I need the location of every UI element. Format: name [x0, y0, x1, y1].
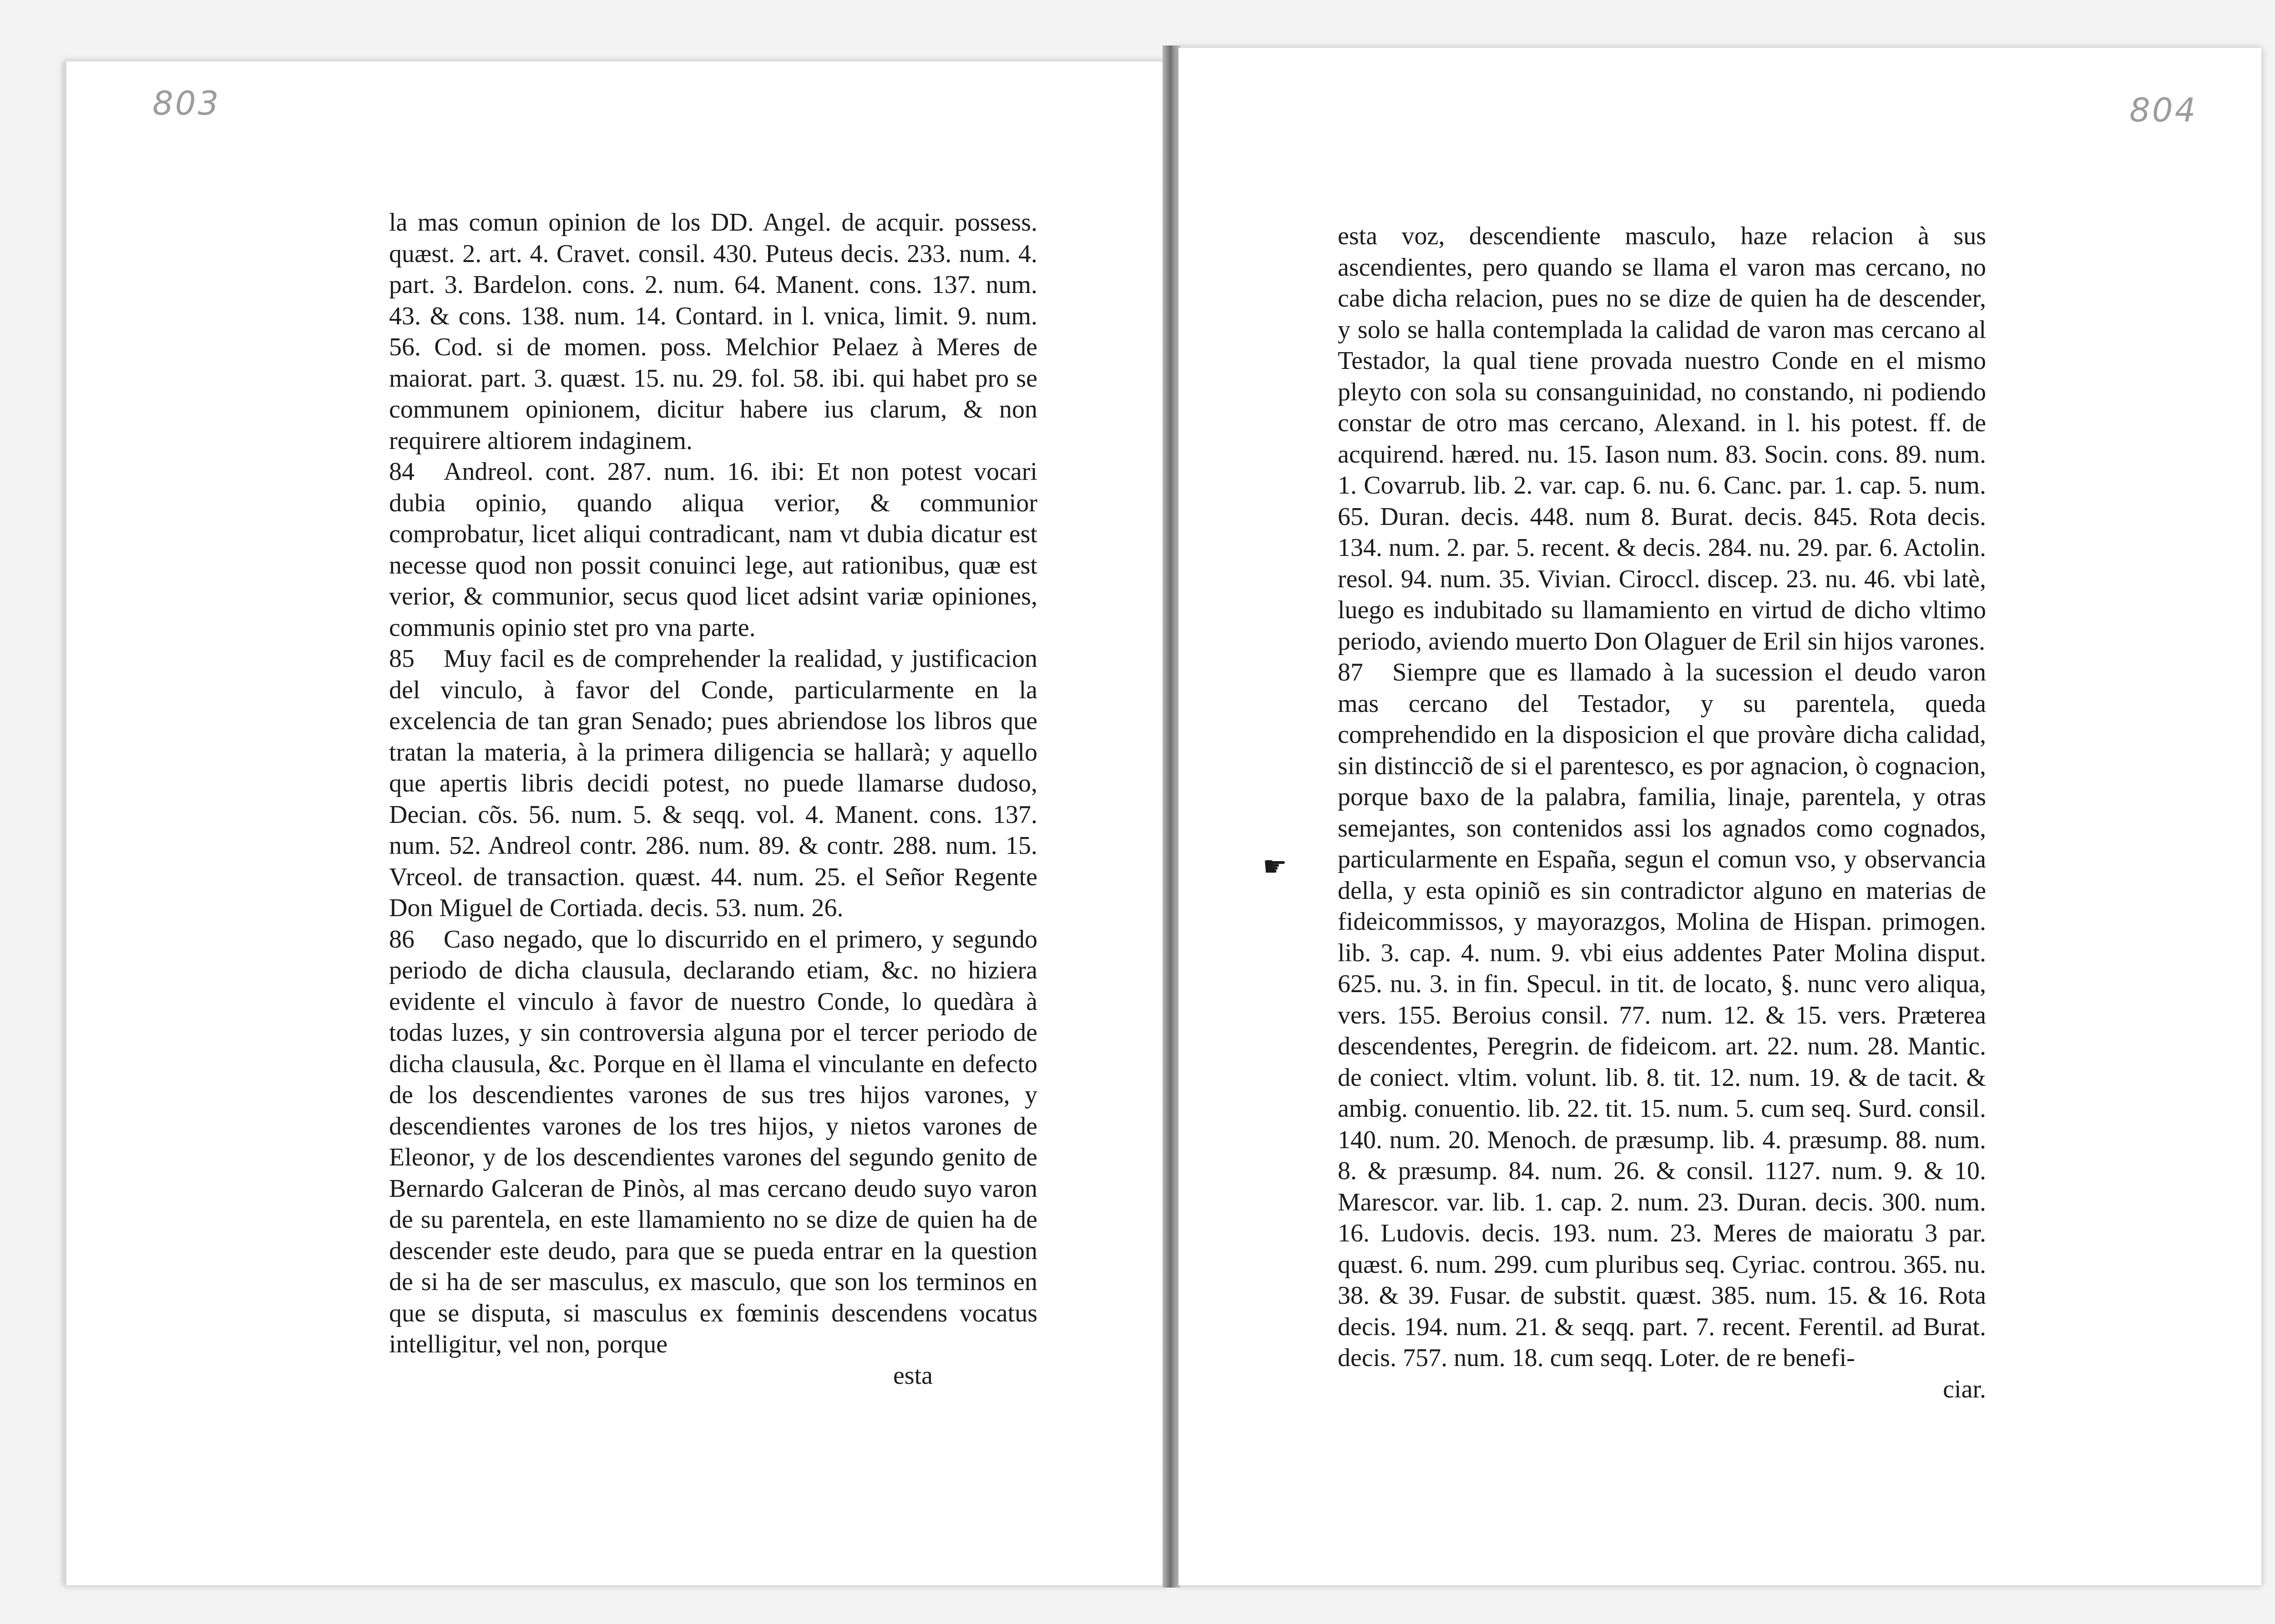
paragraph	[389, 924, 1037, 1360]
paragraph-text: la mas comun opinion de los DD. Angel. de acquir. possess. quæst. 2. art. 4. Cravet. consil. 430. Puteus decis. 233. num. 4. part. 3. Bardelon. cons. 2. num. 64. Manent. cons. 137. num. 43. & cons. 138. num. 14. Contard. in l. vnica, limit. 9. num. 56. Cod. si de momen. poss. Melchior Pelaez à Meres de maiorat. part. 3. quæst. 15. nu. 29. fol. 58. ibi. qui habet pro se communem opinionem, dicitur habere ius clarum, & non requirere altiorem indaginem.	[389, 208, 1037, 455]
paragraph-number: 85	[389, 645, 415, 673]
paragraph	[389, 643, 1037, 924]
paragraph-text: Caso negado, que lo discurrido en el primero, y segundo periodo de dicha clausula, declarando etiam, &c. no hiziera evidente el vinculo à favor de nuestro Conde, lo quedàra à todas luzes, y sin controversia alguna por el tercer periodo de dicha clausula, &c. Porque en èl llama el vinculante en defecto de los descendientes varones de sus tres hijos varones, y descendientes varones de los tres hijos, y nietos varones de Eleonor, y de los descendientes varones del segundo genito de Bernardo Galceran de Pinòs, al mas cercano deudo suyo varon de su parentela, en este llamamiento no se dize de quien ha de descender este deudo, para que se pueda entrar en la question de si ha de ser masculus, ex masculo, que son los terminos en que se disputa, si masculus ex fœminis descendens vocatus intelligitur, vel non, porque	[389, 925, 1037, 1358]
paragraph-text: Siempre que es llamado à la sucession el deudo varon mas cercano del Testador, y su parentela, queda comprehendido en la disposicion el que provàre dicha calidad, sin distincciõ de si el parentesco, es por agnacion, ò cognacion, porque baxo de la palabra, familia, linaje, parentela, y otras semejantes, son contenidos assi los agnados como cognados, particularmente en España, segun el comun vso, y observancia della, y esta opiniõ es sin contradictor alguno en materias de fideicommissos, y mayorazgos, Molina de Hispan. primogen. lib. 3. cap. 4. num. 9. vbi eius addentes Pater Molina disput. 625. nu. 3. in fin. Specul. in tit. de locato, §. nunc vero aliqua, vers. 155. Beroius consil. 77. num. 12. & 15. vers. Præterea descendentes, Peregrin. de fideicom. art. 22. num. 28. Mantic. de coniect. vltim. volunt. lib. 8. tit. 12. num. 19. & de tacit. & ambig. conuentio. lib. 22. tit. 15. num. 5. cum seq. Surd. consil. 140. num. 20. Menoch. de præsump. lib. 4. præsump. 88. num. 8. & præsump. 84. num. 26. & consil. 1127. num. 9. & 10. Marescor. var. lib. 1. cap. 2. num. 23. Duran. decis. 300. num. 16. Ludovis. decis. 193. num. 23. Meres de maioratu 3 par. quæst. 6. num. 299. cum pluribus seq. Cyriac. controu. 365. nu. 38. & 39. Fusar. de substit. quæst. 385. num. 15. & 16. Rota decis. 194. num. 21. & seqq. part. 7. recent. Ferentil. ad Burat. decis. 757. num. 18. cum seqq. Loter. de re benefi-	[1338, 658, 1986, 1372]
paragraph	[1338, 657, 1986, 1374]
paragraph-number: 87	[1338, 658, 1363, 686]
catchword: esta	[893, 1361, 933, 1390]
catchword: ciar.	[1943, 1375, 1986, 1403]
pointing-hand-icon: ☛	[1263, 851, 1287, 883]
folio-number-left: 803	[152, 84, 221, 122]
paragraph-number: 84	[389, 458, 415, 486]
paragraph	[1338, 221, 1986, 657]
paragraph	[389, 456, 1037, 643]
right-text-column	[1338, 221, 1986, 1405]
paragraph	[389, 207, 1037, 456]
book-gutter	[1163, 45, 1181, 1588]
paragraph-text: esta voz, descendiente masculo, haze relacion à sus ascendientes, pero quando se llama el varon mas cercano, no cabe dicha relacion, pues no se dize de quien ha de descender, y solo se halla contemplada la calidad de varon mas cercano al Testador, la qual tiene provada nuestro Conde en el mismo pleyto con sola su consanguinidad, no constando, ni podiendo constar de otro mas cercano, Alexand. in l. his potest. ff. de acquirend. hæred. nu. 15. Iason num. 83. Socin. cons. 89. num. 1. Covarrub. lib. 2. var. cap. 6. nu. 6. Canc. par. 1. cap. 5. num. 65. Duran. decis. 448. num 8. Burat. decis. 845. Rota decis. 134. num. 2. par. 5. recent. & decis. 284. nu. 29. par. 6. Actolin. resol. 94. num. 35. Vivian. Ciroccl. discep. 23. nu. 46. vbi latè, luego es indubitado su llamamiento en virtud de dicho vltimo periodo, aviendo muerto Don Olaguer de Eril sin hijos varones.	[1338, 222, 1986, 656]
paragraph-text: Andreol. cont. 287. num. 16. ibi: Et non potest vocari dubia opinio, quando aliqua verior, & communior comprobatur, licet aliqui contradicant, nam vt dubia dicatur est necesse quod non possit conuinci lege, aut rationibus, quæ est verior, & communior, secus quod licet adsint variæ opiniones, communis opinio stet pro vna parte.	[389, 458, 1037, 642]
paragraph-text: Muy facil es de comprehender la realidad, y justificacion del vinculo, à favor del Conde, particularmente en la excelencia de tan gran Senado; pues abriendose los libros que tratan la materia, à la primera diligencia se hallarà; y aquello que apertis libris decidi potest, no puede llamarse dudoso, Decian. cõs. 56. num. 5. & seqq. vol. 4. Manent. cons. 137. num. 52. Andreol contr. 286. num. 89. & contr. 288. num. 15. Vrceol. de transaction. quæst. 44. num. 25. el Señor Regente Don Miguel de Cortiada. decis. 53. num. 26.	[389, 645, 1037, 922]
folio-number-right: 804	[2129, 91, 2198, 129]
paragraph-number: 86	[389, 925, 415, 953]
left-text-column	[389, 207, 1037, 1391]
